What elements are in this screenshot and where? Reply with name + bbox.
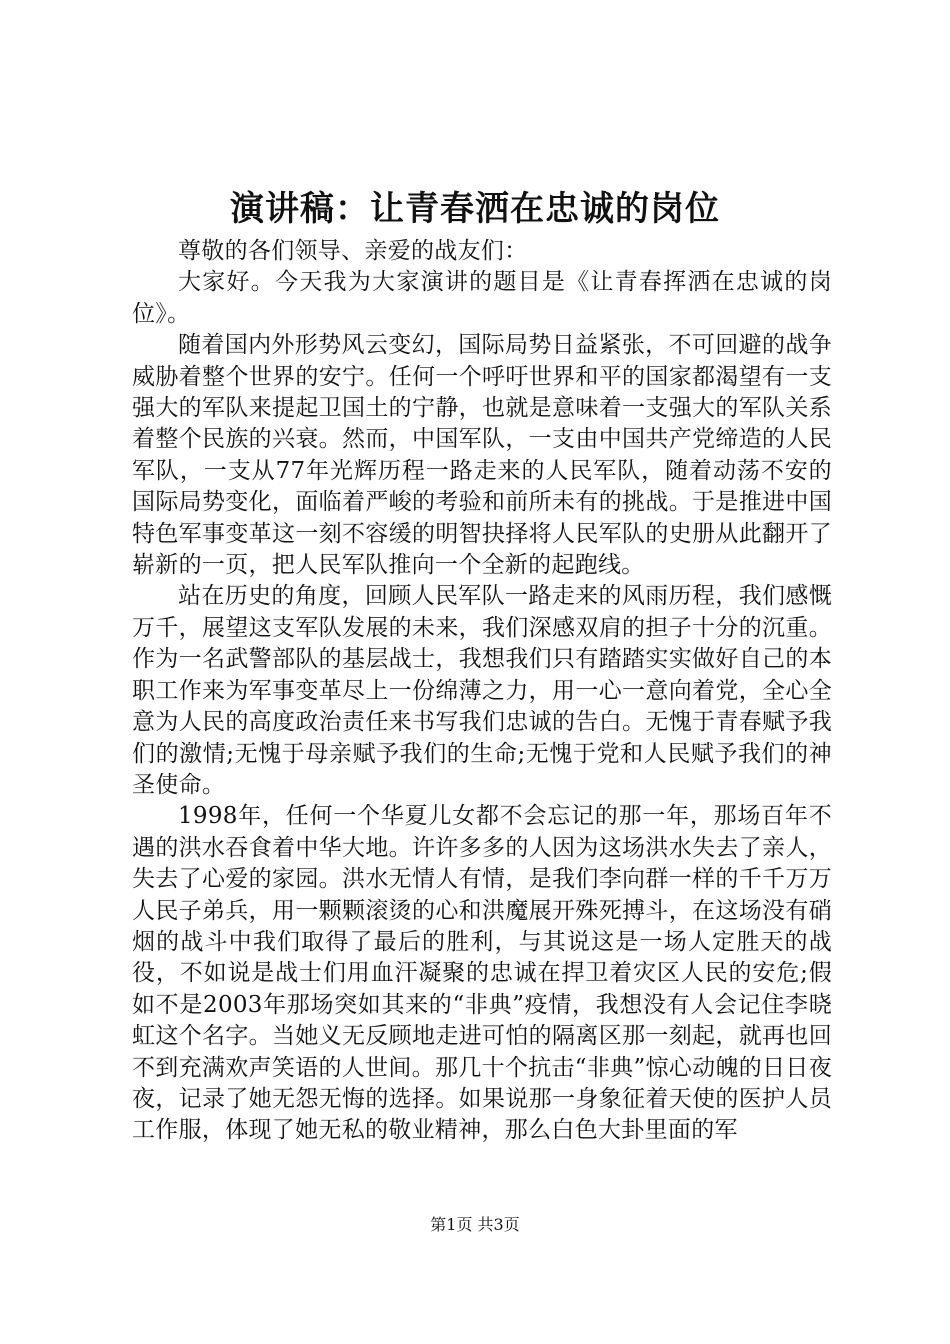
paragraph: 站在历史的角度，回顾人民军队一路走来的风雨历程，我们感慨万千，展望这支军队发展的未来，我们深感双肩的担子十分的沉重。作为一名武警部队的基层战士，我想我们只有踏踏实实做好自己的本职工作来为军事变革尽上一份绵薄之力，用一心一意向着党，全心全意为人民的高度政治责任来书写我们忠诚的告白。无愧于青春赋予我们的激情;无愧于母亲赋予我们的生命;无愧于党和人民赋予我们的神圣使命。: [132, 583, 832, 798]
document-body: [132, 236, 832, 1147]
document-title: 演讲稿：让青春洒在忠诚的岗位: [230, 189, 720, 229]
paragraph-greeting: 大家好。今天我为大家演讲的题目是《让青春挥洒在忠诚的岗位》。: [132, 269, 832, 327]
paragraph: 随着国内外形势风云变幻，国际局势日益紧张，不可回避的战争威胁着整个世界的安宁。任何一个呼吁世界和平的国家都渴望有一支强大的军队来提起卫国土的宁静，也就是意味着一支强大的军队关系着整个民族的兴衰。然而，中国军队，一支由中国共产党缔造的人民军队，一支从77年光辉历程一路走来的人民军队，随着动荡不安的国际局势变化，面临着严峻的考验和前所未有的挑战。于是推进中国特色军事变革这一刻不容缓的明智抉择将人民军队的史册从此翻开了崭新的一页，把人民军队推向一个全新的起跑线。: [132, 332, 832, 579]
page-number-footer: 第1页 共3页: [430, 1215, 520, 1234]
paragraph: 1998年，任何一个华夏儿女都不会忘记的那一年，那场百年不遇的洪水吞食着中华大地。许许多多的人因为这场洪水失去了亲人，失去了心爱的家园。洪水无情人有情，是我们李向群一样的千千万万人民子弟兵，用一颗颗滚烫的心和洪魔展开殊死搏斗，在这场没有硝烟的战斗中我们取得了最后的胜利，与其说这是一场人定胜天的战役，不如说是战士们用血汗凝聚的忠诚在捍卫着灾区人民的安危;假如不是2003年那场突如其来的“非典”疫情，我想没有人会记住李晓虹这个名字。当她义无反顾地走进可怕的隔离区那一刻起，就再也回不到充满欢声笑语的人世间。那几十个抗击“非典”惊心动魄的日日夜夜，记录了她无怨无悔的选择。如果说那一身象征着天使的医护人员工作服，体现了她无私的敬业精神，那么白色大卦里面的军: [132, 803, 832, 1144]
paragraph-salutation: 尊敬的各们领导、亲爱的战友们：: [178, 238, 528, 264]
